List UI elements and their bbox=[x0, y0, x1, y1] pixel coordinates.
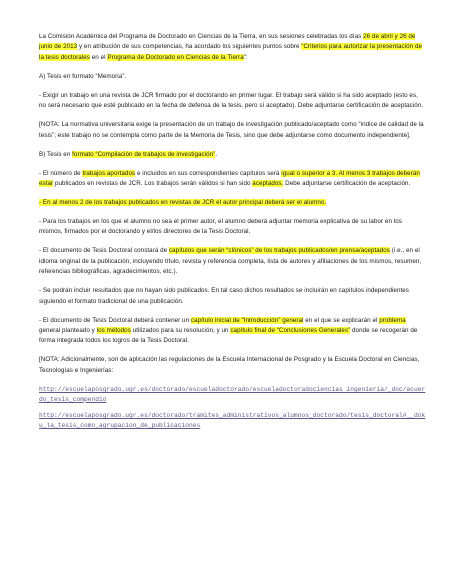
regulation-link-2[interactable]: http://escuelaposgrado.ugr.es/doctorado/tramites_administrativos_alumnos_doctorado/tesis_doctoral#__doku_la_tesis_como_agrupacion_de_publicaciones bbox=[39, 412, 426, 430]
section-b-coauthor-rule: - Para los trabajos en los que el alumno no sea el primer autor, el alumno deberá adjuntar memoria explicativa de su labor en los mismos, firmados por el doctorando y el/los directores de la Tesis Doctoral. bbox=[39, 218, 402, 236]
intro-paragraph bbox=[39, 32, 426, 63]
section-a-requirement: - Exigir un trabajo en una revista de JCR firmado por el doctorando en primer lugar. El trabajo será válido si ha sido aceptado (esto es, no será necesario que esté publicado en la fecha de defensa de la tesis, pero sí aceptado). Debe adjuntarse certificación de aceptación. bbox=[39, 91, 424, 110]
section-b-chapters: - El documento de Tesis Doctoral constará de capítulos que serán “clónicos” de los trabajos publicados/en prensa/aceptados (i.e., en el idioma original de la publicación, incluyendo título, revista y referencia completa, lista de autores y afiliaciones de los mismos, resumen, referencias bibliográficas, agradecimientos, etc.). bbox=[39, 247, 422, 276]
final-note: [NOTA: Adicionalmente, son de aplicación las regulaciones de la Escuela Internacional de Posgrado y la Escuela Doctoral en Ciencias, Tecnologías e Ingenierías: bbox=[39, 356, 420, 374]
intro-text: La Comisión Académica del Programa de Doctorado en Ciencias de la Tierra, en sus sesiones celebradas los días bbox=[39, 33, 364, 40]
intro-text-4: ”: bbox=[243, 53, 248, 61]
section-b-works-count: - El número de trabajos aportados e incluidos en sus correspondientes capítulos será igual o superior a 3. Al menos 3 trabajos deberán estar publicados en revistas de JCR. Los trabajos serán válidos si han sido aceptados. Debe adjuntarse certificación de aceptación. bbox=[39, 169, 420, 188]
program-name: Programa de Doctorado en Ciencias de la Tierra bbox=[107, 53, 244, 61]
section-b-structure: - El documento de Tesis Doctoral deberá contener un capítulo inicial de “Introducción” general en el que se explicarán el problema general planteado y los métodos utilizados para su resolución, y un capítulo final de “Conclusiones Generales” donde se recogerán de forma integrada todos los logros de la Tesis Doctoral. bbox=[39, 316, 418, 345]
section-b-heading: B) Tesis en formato “Compilación de trabajos de investigación”. bbox=[39, 150, 218, 158]
regulation-link-1[interactable]: http://escuelaposgrado.ugr.es/doctorado/escueladoctorado/escueladoctoradociencias ingenieria/_doc/acuerdo_tesis_compendio bbox=[39, 385, 426, 403]
intro-text-3: en el bbox=[89, 53, 108, 61]
intro-text-2: y en atribución de sus competencias, ha acordado los siguientes puntos sobre bbox=[77, 43, 302, 51]
section-b-main-author: - En al menos 2 de los trabajos publicados en revistas de JCR el autor principal deberá ser el alumno. bbox=[39, 199, 327, 207]
compilation-format: formato “Compilación de trabajos de investigación” bbox=[72, 150, 216, 158]
session-dates: 26 de abril y 26 de junio de 2013 bbox=[39, 33, 416, 51]
criteria-title: “Criterios para autorizar la presentación de la tesis doctorales bbox=[39, 43, 423, 61]
section-a-heading: A) Tesis en formato “Memoria”. bbox=[39, 72, 127, 80]
section-a-note: [NOTA: La normativa universitaria exige la presentación de un trabajo de investigación publicado/aceptado como “indice de calidad de la tesis”; este trabajo no se contempla como parte de la Memoria de Tesis, sino que debe adjuntarse como documento independiente]. bbox=[39, 121, 424, 139]
section-b-unpublished: - Se podrán incluir resultados que no hayan sido publicados. En tal caso dichos resultados se incluirán en capítulos independientes siguiendo el formato tradicional de una publicación. bbox=[39, 287, 409, 305]
